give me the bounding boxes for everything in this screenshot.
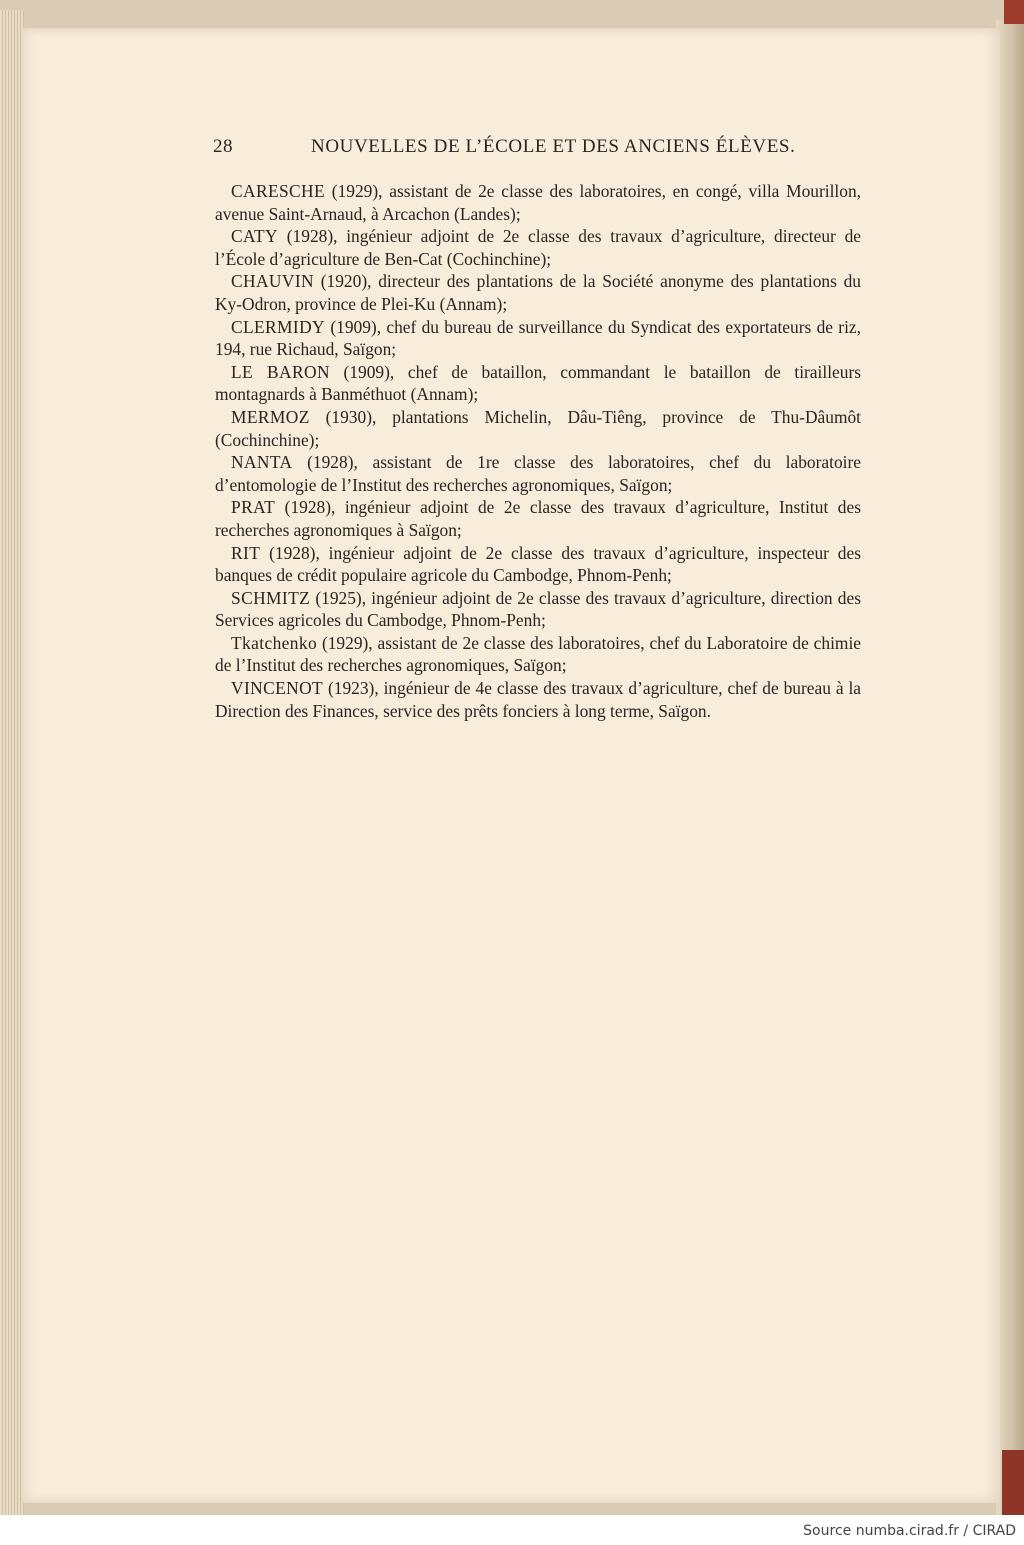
- entry-text: (1930), plantations Michelin, Dâu-Tiêng, province de Thu-Dâumôt (Cochinchine);: [215, 406, 861, 450]
- list-item: [215, 587, 861, 632]
- entry-text: (1928), ingénieur adjoint de 2e classe des travaux d’agriculture, Institut des recherches agronomiques à Saïgon;: [215, 497, 861, 540]
- entry-text: (1928), ingénieur adjoint de 2e classe des travaux d’agriculture, directeur de l’École d’agriculture de Ben-Cat (Cochinchine);: [215, 226, 861, 269]
- binding-top-corner: [1004, 0, 1024, 24]
- entry-text: (1929), assistant de 2e classe des laboratoires, en congé, villa Mourillon, avenue Saint-Arnaud, à Arcachon (Landes);: [215, 181, 861, 224]
- list-item: [215, 406, 861, 451]
- list-item: [215, 361, 861, 406]
- list-item: [215, 451, 861, 496]
- list-item: [215, 632, 861, 677]
- running-title: NOUVELLES DE L’ÉCOLE ET DES ANCIENS ÉLÈVES.: [311, 136, 796, 157]
- entry-name: CATY: [231, 226, 279, 247]
- book-right-edge: [996, 20, 1024, 1515]
- page-number: 28: [213, 136, 233, 157]
- running-header: [213, 136, 863, 164]
- entry-name: CLERMIDY: [231, 316, 326, 337]
- entry-text: (1928), ingénieur adjoint de 2e classe des travaux d’agriculture, inspecteur des banques de crédit populaire agricole du Cambodge, Phnom-Penh;: [215, 542, 861, 586]
- list-item: [215, 316, 861, 361]
- entry-name: Tkatchenko: [231, 632, 318, 653]
- entry-text: (1925), ingénieur adjoint de 2e classe des travaux d’agriculture, direction des Services agricoles du Cambodge, Phnom-Penh;: [215, 587, 861, 631]
- entry-name: PRAT: [231, 497, 276, 518]
- list-item: [215, 542, 861, 587]
- entry-name: CARESCHE: [231, 181, 326, 201]
- entry-name: MERMOZ: [231, 406, 310, 427]
- book-left-edge: [0, 10, 24, 1515]
- entry-text: (1929), assistant de 2e classe des laboratoires, chef du Laboratoire de chimie de l’Institut des recherches agronomiques, Saïgon;: [215, 632, 861, 676]
- entry-text: (1909), chef de bataillon, commandant le bataillon de tirailleurs montagnards à Banméthuot (Annam);: [215, 361, 861, 405]
- list-item: [215, 677, 861, 722]
- entry-text: (1928), assistant de 1re classe des laboratoires, chef du laboratoire d’entomologie de l’Institut des recherches agronomiques, Saïgon;: [215, 452, 861, 495]
- source-credit: Source numba.cirad.fr / CIRAD: [803, 1523, 1016, 1539]
- entry-name: RIT: [231, 542, 261, 563]
- binding-bottom-corner: [1002, 1450, 1024, 1515]
- entry-list: [215, 180, 861, 722]
- entry-name: LE BARON: [231, 361, 330, 382]
- list-item: [215, 270, 861, 315]
- entry-name: VINCENOT: [231, 678, 324, 699]
- entry-name: CHAUVIN: [231, 271, 314, 292]
- entry-name: SCHMITZ: [231, 587, 311, 608]
- list-item: [215, 225, 861, 270]
- entry-text: (1923), ingénieur de 4e classe des travaux d’agriculture, chef de bureau à la Direction des Finances, service des prêts fonciers à long terme, Saïgon.: [215, 678, 861, 721]
- entry-name: NANTA: [231, 452, 293, 473]
- entry-text: (1909), chef du bureau de surveillance du Syndicat des exportateurs de riz, 194, rue Richaud, Saïgon;: [215, 316, 861, 360]
- entry-text: (1920), directeur des plantations de la Société anonyme des plantations du Ky-Odron, province de Plei-Ku (Annam);: [215, 271, 861, 314]
- list-item: [215, 180, 861, 225]
- list-item: [215, 496, 861, 541]
